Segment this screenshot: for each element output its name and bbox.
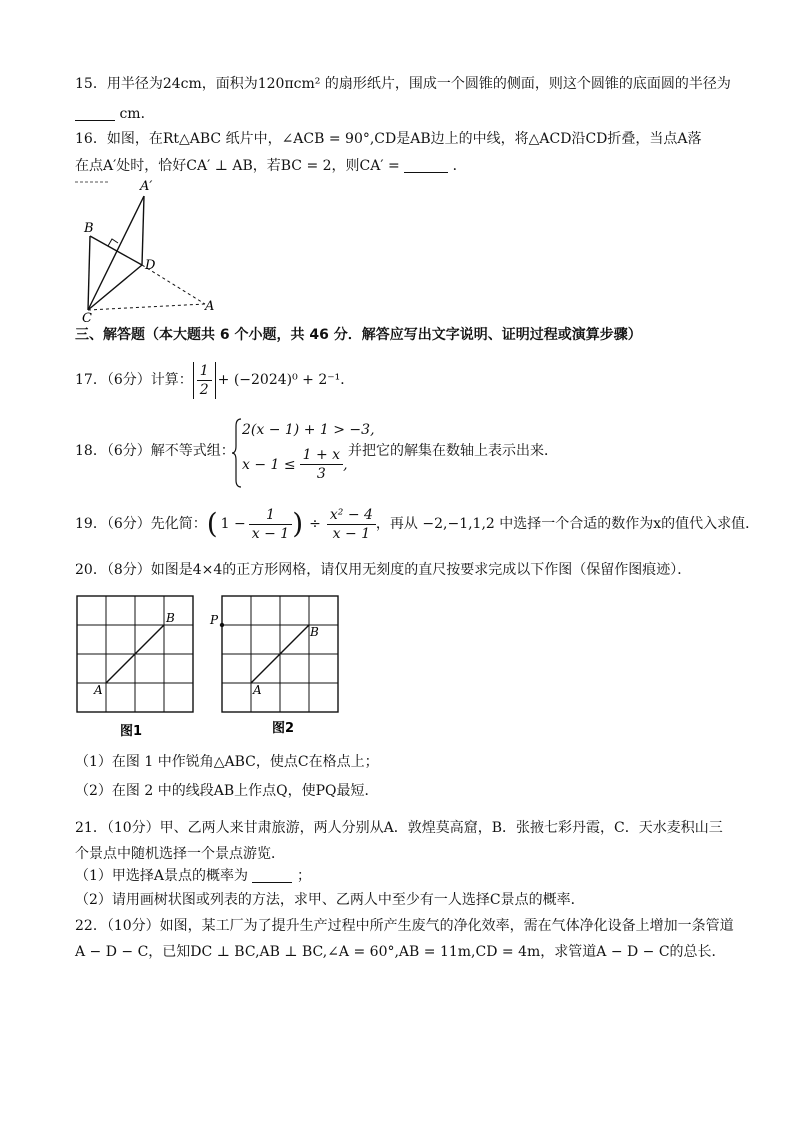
q20-sub1: （1）在图 1 中作锐角△ABC，使点C在格点上； (75, 754, 379, 770)
grid-figure-2 (208, 594, 342, 742)
q15-unit: cm． (119, 106, 155, 122)
abs-value (193, 362, 216, 399)
segment-a1-c (88, 196, 144, 310)
q21-sub1-line (75, 866, 311, 886)
ineq2-end: , (343, 456, 348, 473)
denominator: 2 (199, 381, 209, 398)
ineq2-left: x − 1 ≤ (242, 456, 296, 473)
label-d: D (145, 258, 156, 273)
segment-c-d (88, 265, 142, 310)
answer-blank[interactable] (404, 158, 448, 173)
label-a: A (94, 683, 103, 697)
q19-prefix: 19．（6分）先化简： (75, 516, 207, 532)
section-title: 三、解答题（本大题共 6 个小题，共 46 分．解答应写出文字说明、证明过程或演算步骤） (75, 327, 642, 343)
q18-suffix: 并把它的解集在数轴上表示出来． (348, 443, 558, 459)
numerator: x² − 4 (327, 506, 376, 525)
q19-suffix: ，再从 −2,−1,1,2 中选择一个合适的数作为x的值代入求值． (375, 516, 760, 532)
q21-sub1-end: ； (296, 868, 311, 884)
q15-line2 (75, 104, 155, 124)
inequality-1: 2(x − 1) + 1 > −3, (242, 422, 375, 438)
label-b: B (310, 625, 319, 639)
label-b: B (84, 221, 94, 236)
dashed-segment-c-a (88, 304, 205, 310)
figure-2-caption: 图2 (272, 721, 295, 736)
answer-blank[interactable] (75, 106, 115, 121)
q19-line (75, 502, 759, 546)
q20-text: 20．（8分）如图是4×4的正方形网格，请仅用无刻度的直尺按要求完成以下作图（保留作图痕迹）． (75, 562, 692, 578)
left-paren: ( (206, 507, 218, 540)
label-c: C (82, 311, 92, 324)
denominator: 3 (316, 466, 326, 482)
brace-icon (232, 418, 242, 488)
numerator: 1 (249, 506, 292, 525)
numerator: 1 + x (300, 446, 343, 465)
right-angle-mark (108, 239, 118, 246)
q16-line2 (75, 156, 467, 176)
label-a: A (253, 683, 262, 697)
figure-1-caption: 图1 (120, 724, 143, 739)
label-b: B (166, 611, 175, 625)
right-paren: ) (292, 507, 304, 540)
q17-suffix: + (−2024)⁰ + 2⁻¹． (217, 372, 355, 388)
q16-fold-figure (70, 176, 230, 324)
numerator: 1 (197, 362, 212, 381)
q16-line1: 16．如图，在Rt△ABC 纸片中，∠ACB = 90°,CD是AB边上的中线，将△ACD沿CD折叠，当点A落 (75, 131, 702, 147)
answer-blank[interactable] (252, 868, 292, 883)
q17-line (75, 360, 354, 400)
segment-a1-d (142, 196, 144, 265)
q19-part1: 1 − (220, 516, 246, 532)
denominator: x − 1 (332, 525, 371, 542)
label-a: A (205, 299, 215, 314)
fraction (197, 362, 212, 399)
q22-line1: 22．（10分）如图，某工厂为了提升生产过程中所产生废气的净化效率，需在气体净化设备上增加一条管道 (75, 918, 734, 934)
label-a-prime: A′ (140, 179, 153, 194)
segment-b-c (88, 236, 90, 310)
grid-figure-1 (75, 594, 199, 742)
q16-line2-end: ． (452, 158, 467, 174)
q21-line2: 个景点中随机选择一个景点游览． (75, 846, 285, 862)
q17-prefix: 17．（6分）计算： (75, 372, 193, 388)
divide-sign: ÷ (309, 516, 321, 532)
q21-line1: 21．（10分）甲、乙两人来甘肃旅游，两人分别从A．敦煌莫高窟，B．张掖七彩丹霞，C．天水麦积山三 (75, 820, 723, 836)
point-p (220, 623, 224, 627)
q20-sub2: （2）在图 2 中的线段AB上作点Q，使PQ最短． (75, 783, 379, 799)
denominator: x − 1 (251, 525, 290, 542)
label-p: P (210, 613, 219, 627)
segment-b-d (90, 236, 142, 265)
q21-sub1: （1）甲选择A景点的概率为 (75, 868, 249, 884)
q18-prefix: 18．（6分）解不等式组： (75, 443, 235, 459)
fraction (300, 446, 343, 483)
q21-sub2: （2）请用画树状图或列表的方法，求甲、乙两人中至少有一人选择C景点的概率． (75, 892, 585, 908)
q16-line2-text: 在点A′处时，恰好CA′ ⊥ AB，若BC = 2，则CA′ = (75, 158, 400, 174)
q15-line1: 15．用半径为24cm，面积为120πcm² 的扇形纸片，围成一个圆锥的侧面，则这个圆锥的底面圆的半径为 (75, 76, 731, 92)
fraction-2 (327, 506, 376, 543)
q22-line2: A − D − C，已知DC ⊥ BC,AB ⊥ BC,∠A = 60°,AB = 11m,CD = 4m，求管道A − D − C的总长． (75, 944, 726, 960)
inequality-2 (242, 446, 348, 483)
fraction-1 (249, 506, 292, 543)
